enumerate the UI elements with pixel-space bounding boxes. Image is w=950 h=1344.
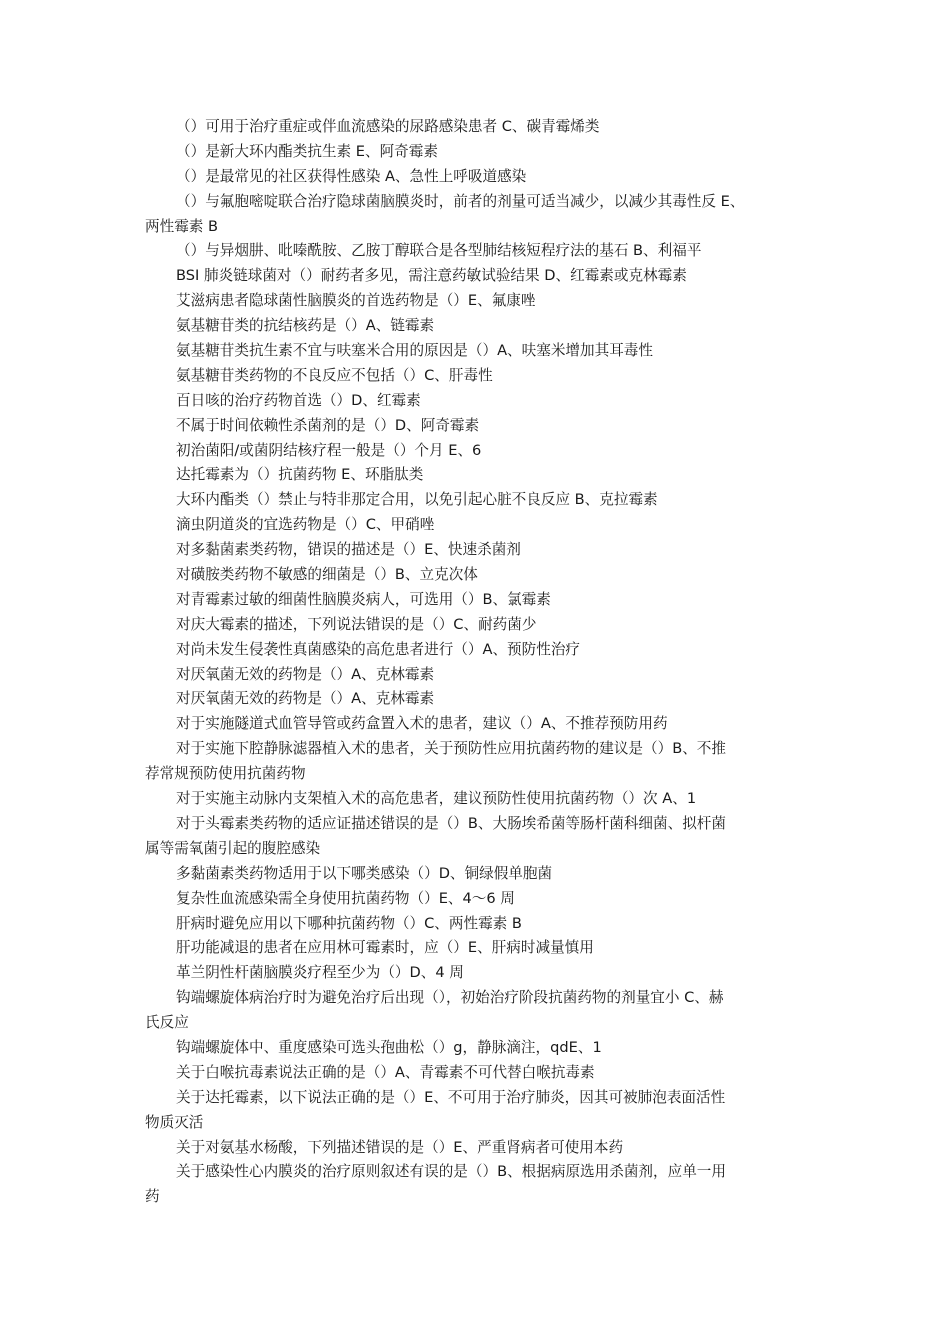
text-line: 对青霉素过敏的细菌性脑膜炎病人，可选用（）B、氯霉素 bbox=[176, 590, 551, 608]
text-line: 钩端螺旋体病治疗时为避免治疗后出现（），初始治疗阶段抗菌药物的剂量宜小 C、赫 bbox=[176, 989, 724, 1007]
text-line: 不属于时间依赖性杀菌剂的是（）D、阿奇霉素 bbox=[176, 416, 480, 434]
text-line: 氨基糖苷类药物的不良反应不包括（）C、肝毒性 bbox=[176, 366, 493, 384]
text-line: 对于实施主动脉内支架植入术的高危患者，建议预防性使用抗菌药物（）次 A、1 bbox=[176, 790, 697, 808]
text-line: 大环内酯类（）禁止与特非那定合用，以免引起心脏不良反应 B、克拉霉素 bbox=[176, 491, 658, 509]
text-line-continuation: 两性霉素 B bbox=[145, 217, 219, 235]
text-line: 对厌氧菌无效的药物是（）A、克林霉素 bbox=[176, 690, 435, 708]
text-line: 初治菌阳/或菌阴结核疗程一般是（）个月 E、6 bbox=[176, 441, 482, 459]
text-line-continuation: 物质灭活 bbox=[145, 1113, 204, 1131]
text-line: 对厌氧菌无效的药物是（）A、克林霉素 bbox=[176, 665, 435, 683]
text-line-continuation: 荐常规预防使用抗菌药物 bbox=[145, 765, 306, 783]
text-line: 对于实施下腔静脉滤器植入术的患者，关于预防性应用抗菌药物的建议是（）B、不推 bbox=[176, 740, 726, 758]
text-line: 艾滋病患者隐球菌性脑膜炎的首选药物是（）E、氟康唑 bbox=[176, 292, 536, 310]
text-line: （）可用于治疗重症或伴血流感染的尿路感染患者 C、碳青霉烯类 bbox=[176, 118, 600, 135]
text-line: 多黏菌素类药物适用于以下哪类感染（）D、铜绿假单胞菌 bbox=[176, 864, 553, 882]
text-line: 复杂性血流感染需全身使用抗菌药物（）E、4～6 周 bbox=[176, 889, 515, 907]
text-line: BSI 肺炎链球菌对（）耐药者多见，需注意药敏试验结果 D、红霉素或克林霉素 bbox=[176, 267, 687, 285]
text-line: 肝功能减退的患者在应用林可霉素时，应（）E、肝病时减量慎用 bbox=[176, 939, 594, 957]
text-line-continuation: 氏反应 bbox=[145, 1014, 189, 1032]
text-line: 关于达托霉素，以下说法正确的是（）E、不可用于治疗肺炎，因其可被肺泡表面活性 bbox=[176, 1088, 726, 1106]
text-line: （）是最常见的社区获得性感染 A、急性上呼吸道感染 bbox=[176, 167, 527, 185]
text-line: 达托霉素为（）抗菌药物 E、环脂肽类 bbox=[176, 466, 424, 484]
text-line: 革兰阴性杆菌脑膜炎疗程至少为（）D、4 周 bbox=[176, 964, 464, 982]
text-line: 百日咳的治疗药物首选（）D、红霉素 bbox=[176, 391, 421, 409]
text-line: （）是新大环内酯类抗生素 E、阿奇霉素 bbox=[176, 142, 438, 160]
text-line: （）与异烟肼、吡嗪酰胺、乙胺丁醇联合是各型肺结核短程疗法的基石 B、利福平 bbox=[176, 242, 702, 260]
text-line: 关于对氨基水杨酸，下列描述错误的是（）E、严重肾病者可使用本药 bbox=[176, 1138, 624, 1156]
text-line: 钩端螺旋体中、重度感染可选头孢曲松（）g，静脉滴注，qdE、1 bbox=[176, 1038, 602, 1056]
text-line: 对于实施隧道式血管导管或药盒置入术的患者，建议（）A、不推荐预防用药 bbox=[176, 715, 668, 733]
text-line: 肝病时避免应用以下哪种抗菌药物（）C、两性霉素 B bbox=[176, 914, 522, 932]
document-body bbox=[145, 115, 813, 1210]
text-line: 滴虫阴道炎的宜选药物是（）C、甲硝唑 bbox=[176, 516, 435, 534]
text-line: 对庆大霉素的描述，下列说法错误的是（）C、耐药菌少 bbox=[176, 615, 537, 633]
text-line-continuation: 属等需氧菌引起的腹腔感染 bbox=[145, 839, 321, 857]
text-line: （）与氟胞嘧啶联合治疗隐球菌脑膜炎时，前者的剂量可适当减少，以减少其毒性反 E、 bbox=[176, 192, 745, 210]
text-line: 关于感染性心内膜炎的治疗原则叙述有误的是（）B、根据病原选用杀菌剂，应单一用 bbox=[176, 1163, 726, 1181]
text-line-continuation: 药 bbox=[145, 1188, 160, 1206]
text-line: 对磺胺类药物不敏感的细菌是（）B、立克次体 bbox=[176, 566, 478, 584]
text-line: 关于白喉抗毒素说法正确的是（）A、青霉素不可代替白喉抗毒素 bbox=[176, 1063, 595, 1081]
text-line: 氨基糖苷类抗生素不宜与呋塞米合用的原因是（）A、呋塞米增加其耳毒性 bbox=[176, 342, 653, 360]
text-line: 氨基糖苷类的抗结核药是（）A、链霉素 bbox=[176, 317, 435, 335]
text-line: 对多黏菌素类药物，错误的描述是（）E、快速杀菌剂 bbox=[176, 541, 521, 559]
text-line: 对于头霉素类药物的适应证描述错误的是（）B、大肠埃希菌等肠杆菌科细菌、拟杆菌 bbox=[176, 814, 726, 832]
text-line: 对尚未发生侵袭性真菌感染的高危患者进行（）A、预防性治疗 bbox=[176, 640, 581, 658]
